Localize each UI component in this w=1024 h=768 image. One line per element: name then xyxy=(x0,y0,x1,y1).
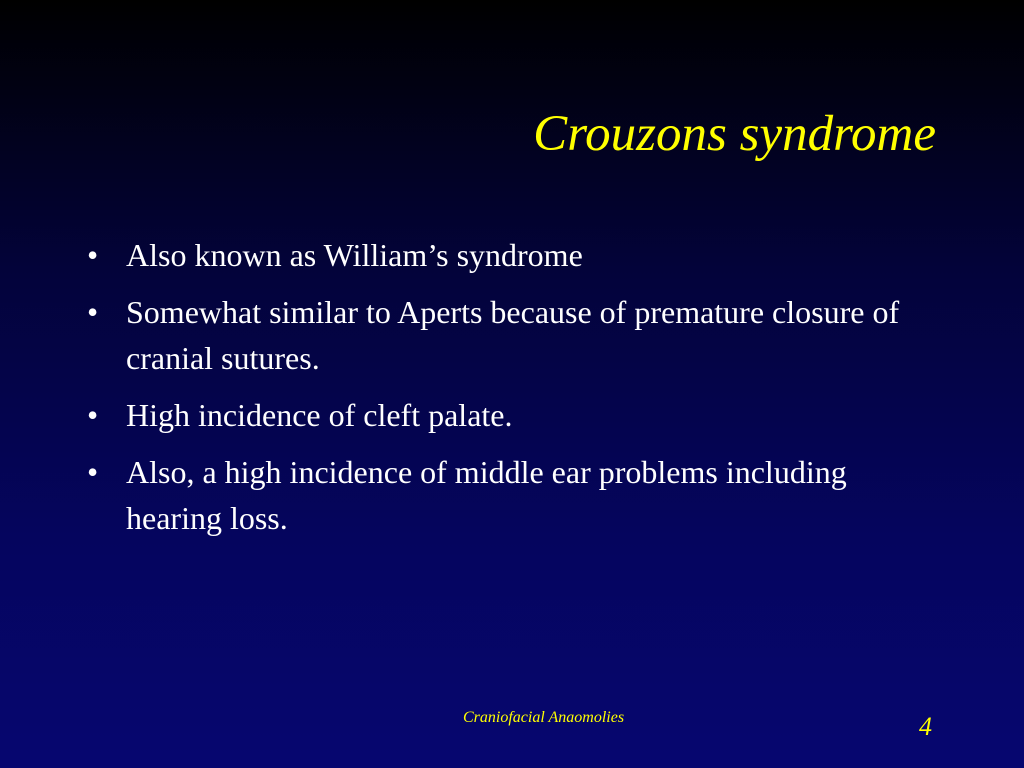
bullet-text: High incidence of cleft palate. xyxy=(126,397,513,433)
bullet-icon: • xyxy=(87,237,99,273)
bullet-text: Somewhat similar to Aperts because of premature closure of cranial sutures. xyxy=(126,294,900,376)
bullet-item xyxy=(87,392,947,438)
slide-title: Crouzons syndrome xyxy=(533,106,936,162)
bullet-icon: • xyxy=(87,397,99,433)
bullet-icon: • xyxy=(87,454,99,490)
bullet-icon: • xyxy=(87,294,99,330)
bullet-list xyxy=(87,232,947,552)
page-number: 4 xyxy=(919,712,932,741)
bullet-text: Also, a high incidence of middle ear problems including hearing loss. xyxy=(126,454,847,536)
bullet-item xyxy=(87,232,947,278)
bullet-text: Also known as William’s syndrome xyxy=(126,237,583,273)
bullet-item xyxy=(87,289,947,381)
slide-footer: Craniofacial Anaomolies xyxy=(463,709,625,726)
bullet-item xyxy=(87,449,947,541)
